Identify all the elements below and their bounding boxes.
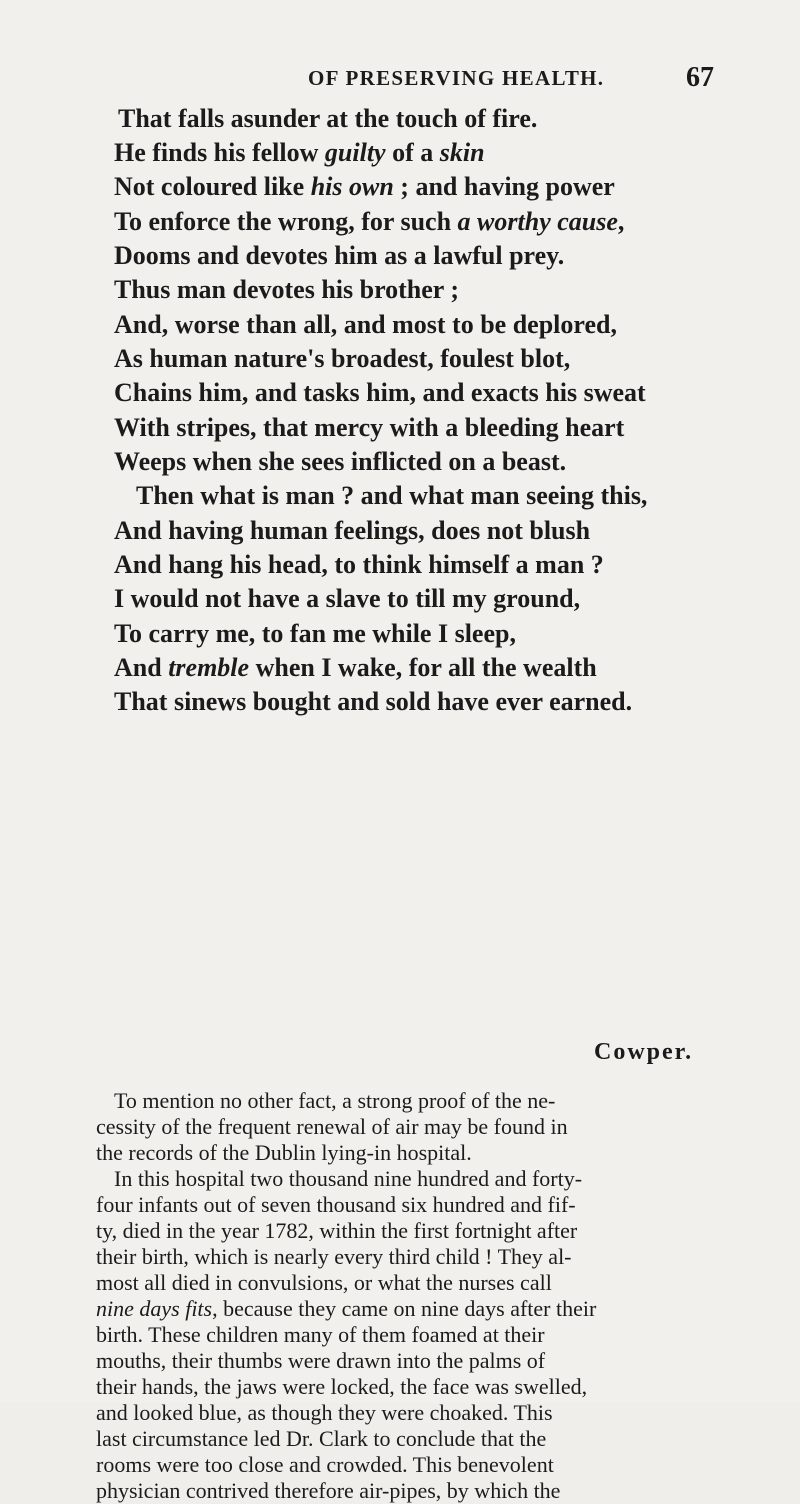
verse-line: As human nature's broadest, foulest blot, [114, 344, 571, 373]
prose-line: birth. These children many of them foamed at their [96, 1322, 545, 1347]
verse-line: He finds his fellow guilty of a skin [114, 138, 485, 167]
verse-line: To carry me, to fan me while I sleep, [114, 619, 516, 648]
prose-line: In this hospital two thousand nine hundred and forty- [114, 1166, 583, 1191]
prose-line: last circumstance led Dr. Clark to conclude that the [96, 1426, 547, 1451]
verse-line: Chains him, and tasks him, and exacts his sweat [114, 378, 646, 407]
verse-line: I would not have a slave to till my ground, [114, 584, 581, 613]
prose-line: their birth, which is nearly every third child ! They al- [96, 1244, 572, 1269]
verse-line: That falls asunder at the touch of fire. [118, 104, 538, 133]
verse-line: And having human feelings, does not blush [114, 516, 591, 545]
verse-line: Thus man devotes his brother ; [114, 275, 460, 304]
prose-line: ty, died in the year 1782, within the first fortnight after [96, 1218, 578, 1243]
verse-line: And hang his head, to think himself a man ? [114, 550, 604, 579]
prose-line: four infants out of seven thousand six hundred and fif- [96, 1192, 576, 1217]
prose-line: most all died in convulsions, or what the nurses call [96, 1270, 552, 1295]
verse-line: Weeps when she sees inflicted on a beast. [114, 447, 567, 476]
prose-line: their hands, the jaws were locked, the face was swelled, [96, 1374, 588, 1399]
page-header [0, 62, 800, 102]
verse-line: Then what is man ? and what man seeing this, [136, 481, 648, 510]
prose-line: nine days fits, because they came on nine days after their [96, 1296, 597, 1321]
prose-line: cessity of the frequent renewal of air may be found in [96, 1114, 568, 1139]
prose-line: the records of the Dublin lying-in hospital. [96, 1140, 472, 1165]
poem-attribution: Cowper. [594, 1039, 694, 1065]
prose-line: rooms were too close and crowded. This benevolent [96, 1452, 554, 1477]
verse-line: Dooms and devotes him as a lawful prey. [114, 241, 565, 270]
verse-line: And tremble when I wake, for all the wealth [114, 653, 597, 682]
running-head: OF PRESERVING HEALTH. [308, 66, 605, 90]
prose-line: To mention no other fact, a strong proof of the ne- [114, 1088, 556, 1113]
verse-line: With stripes, that mercy with a bleeding heart [114, 413, 625, 442]
verse-line: To enforce the wrong, for such a worthy cause, [114, 207, 625, 236]
prose-line: and looked blue, as though they were choaked. This [96, 1400, 553, 1425]
verse-line: And, worse than all, and most to be deplored, [114, 310, 617, 339]
verse-line: That sinews bought and sold have ever earned. [114, 687, 633, 716]
page-number: 67 [686, 62, 714, 93]
prose-line: physician contrived therefore air-pipes, by which the [96, 1478, 561, 1503]
verse-line: Not coloured like his own ; and having power [114, 172, 615, 201]
prose-line: mouths, their thumbs were drawn into the palms of [96, 1348, 546, 1373]
